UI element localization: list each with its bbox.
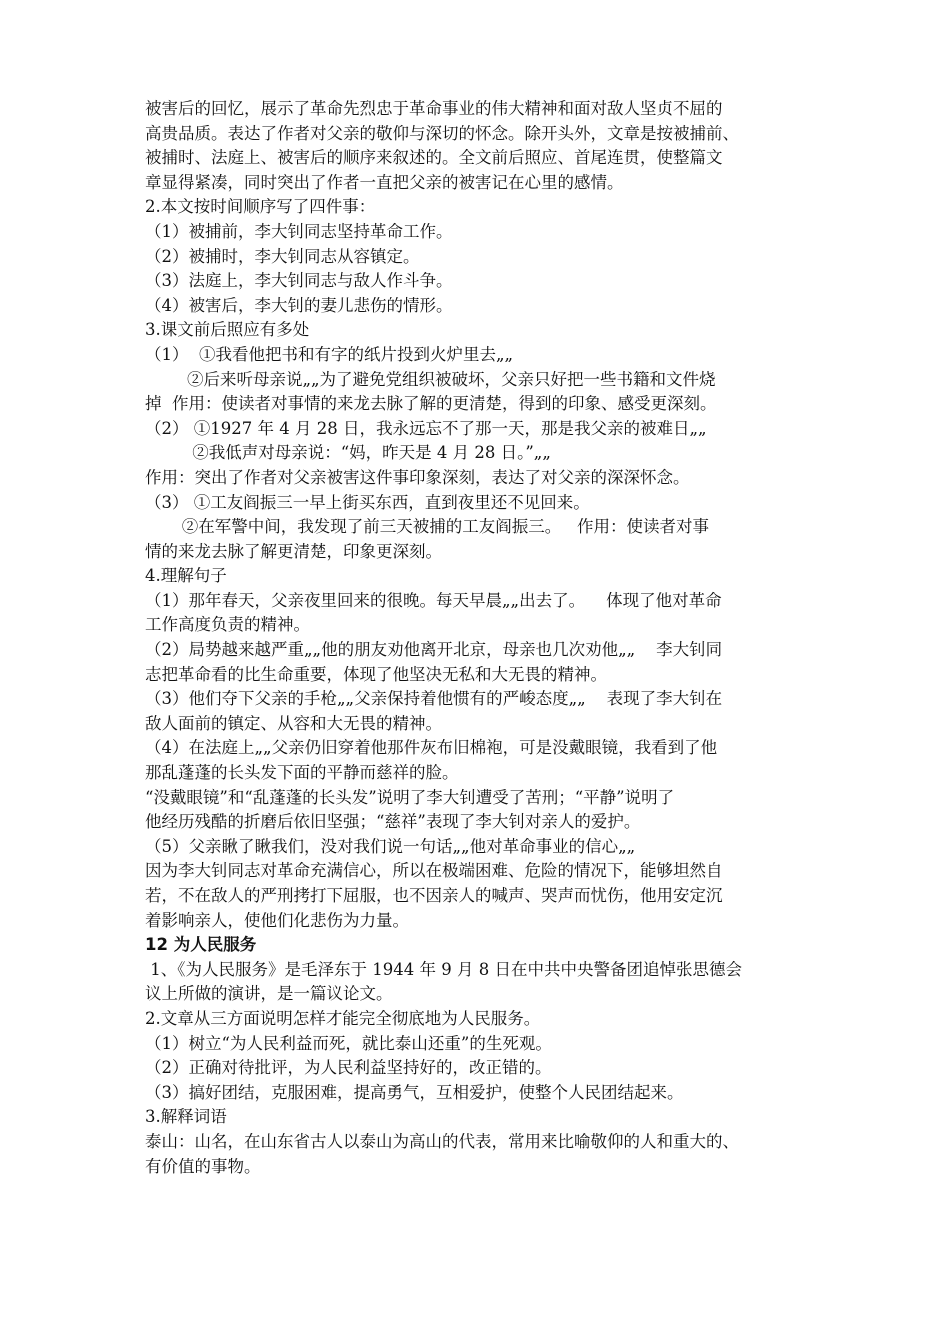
text-line: ②在军警中间，我发现了前三天被捕的工友阎振三。 作用：使读者对事 xyxy=(145,517,709,537)
text-line: （1） ①我看他把书和有字的纸片投到火炉里去„„ xyxy=(145,344,514,364)
text-line: 3.解释词语 xyxy=(145,1107,227,1127)
text-line: （2）正确对待批评，为人民利益坚持好的，改正错的。 xyxy=(145,1058,552,1078)
text-line: 高贵品质。表达了作者对父亲的敬仰与深切的怀念。除开头外，文章是按被捕前、 xyxy=(145,123,739,143)
text-line: 议上所做的演讲，是一篇议论文。 xyxy=(145,984,393,1004)
text-line: 着影响亲人，使他们化悲伤为力量。 xyxy=(145,910,409,930)
text-line: （2）局势越来越严重„„他的朋友劝他离开北京，母亲也几次劝他„„ 李大钊同 xyxy=(145,640,723,660)
text-line: （2）被捕时，李大钊同志从容镇定。 xyxy=(145,246,420,266)
text-line: “没戴眼镜”和“乱蓬蓬的长头发”说明了李大钊遭受了苦刑；“平静”说明了 xyxy=(145,787,675,807)
text-line: 被捕时、法庭上、被害后的顺序来叙述的。全文前后照应、首尾连贯，使整篇文 xyxy=(145,148,723,168)
text-line: （3） ①工友阎振三一早上街买东西，直到夜里还不见回来。 xyxy=(145,492,590,512)
text-line: 工作高度负责的精神。 xyxy=(145,615,310,635)
text-line: 掉 作用：使读者对事情的来龙去脉了解的更清楚，得到的印象、感受更深刻。 xyxy=(145,394,717,414)
text-line: （1）那年春天，父亲夜里回来的很晚。每天早晨„„出去了。 体现了他对革命 xyxy=(145,590,722,610)
text-line: 那乱蓬蓬的长头发下面的平静而慈祥的脸。 xyxy=(145,763,459,783)
text-line: 志把革命看的比生命重要，体现了他坚决无私和大无畏的精神。 xyxy=(145,664,607,684)
text-line: ②后来听母亲说„„为了避免党组织被破坏，父亲只好把一些书籍和文件烧 xyxy=(145,369,716,389)
text-line: （3）法庭上，李大钊同志与敌人作斗争。 xyxy=(145,271,453,291)
text-line: 他经历残酷的折磨后依旧坚强；“慈祥”表现了李大钊对亲人的爱护。 xyxy=(145,812,641,832)
text-line: 2.本文按时间顺序写了四件事： xyxy=(145,197,376,217)
text-line: （3）他们夺下父亲的手枪„„父亲保持着他惯有的严峻态度„„ 表现了李大钊在 xyxy=(145,689,723,709)
document-page xyxy=(145,97,815,1179)
text-line: （1）树立“为人民利益而死，就比泰山还重”的生死观。 xyxy=(145,1033,552,1053)
text-line: 作用：突出了作者对父亲被害这件事印象深刻，表达了对父亲的深深怀念。 xyxy=(145,467,690,487)
text-line: 被害后的回忆，展示了革命先烈忠于革命事业的伟大精神和面对敌人坚贞不屈的 xyxy=(145,99,723,118)
text-line: （4）被害后，李大钊的妻儿悲伤的情形。 xyxy=(145,295,453,315)
text-line: ②我低声对母亲说：“妈，昨天是 4 月 28 日。”„„ xyxy=(145,443,551,463)
text-line: 情的来龙去脉了解更清楚，印象更深刻。 xyxy=(145,541,442,561)
text-line: 4.理解句子 xyxy=(145,566,227,586)
text-line: 若，不在敌人的严刑拷打下屈服，也不因亲人的喊声、哭声而忧伤，他用安定沉 xyxy=(145,886,723,905)
text-line: 3.课文前后照应有多处 xyxy=(145,320,310,340)
text-line: （5）父亲瞅了瞅我们，没对我们说一句话„„他对革命事业的信心„„ xyxy=(145,836,636,856)
text-line: 章显得紧凑，同时突出了作者一直把父亲的被害记在心里的感情。 xyxy=(145,172,624,192)
section-heading: 12 为人民服务 xyxy=(145,935,257,955)
text-line: （1）被捕前，李大钊同志坚持革命工作。 xyxy=(145,221,453,241)
text-line: （4）在法庭上„„父亲仍旧穿着他那件灰布旧棉袍，可是没戴眼镜，我看到了他 xyxy=(145,738,718,758)
text-line: 泰山：山名，在山东省古人以泰山为高山的代表，常用来比喻敬仰的人和重大的、 xyxy=(145,1131,739,1151)
text-line: （2） ①1927 年 4 月 28 日，我永远忘不了那一天，那是我父亲的被难日„„ xyxy=(145,418,707,438)
text-line: 敌人面前的镇定、从容和大无畏的精神。 xyxy=(145,713,442,733)
text-line: 有价值的事物。 xyxy=(145,1156,261,1176)
text-line: 因为李大钊同志对革命充满信心，所以在极端困难、危险的情况下，能够坦然自 xyxy=(145,861,723,881)
text-line: 1、《为人民服务》是毛泽东于 1944 年 9 月 8 日在中共中央警备团追悼张思德会 xyxy=(145,959,742,979)
text-line: 2.文章从三方面说明怎样才能完全彻底地为人民服务。 xyxy=(145,1008,541,1028)
text-line: （3）搞好团结，克服困难，提高勇气，互相爱护，使整个人民团结起来。 xyxy=(145,1082,684,1102)
